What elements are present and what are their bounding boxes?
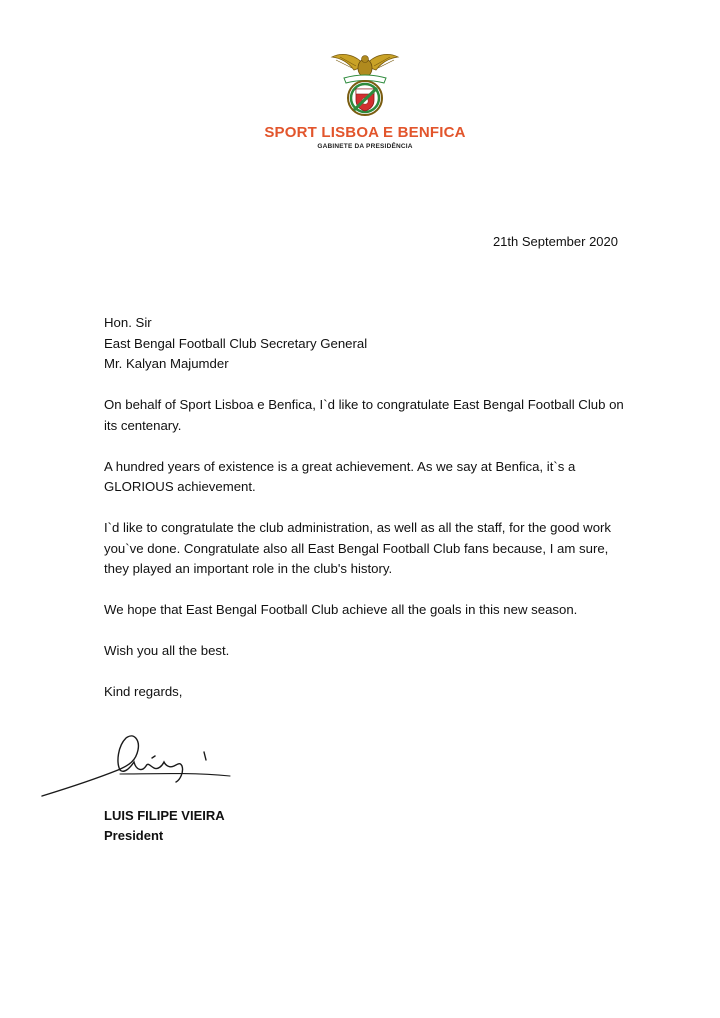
paragraph: We hope that East Bengal Football Club achieve all the goals in this new season. <box>104 602 578 617</box>
recipient-salutation: Hon. Sir <box>104 315 152 330</box>
benfica-crest-icon <box>330 48 400 120</box>
signatory-title: President <box>104 828 164 843</box>
paragraph: Wish you all the best. <box>104 643 230 658</box>
letterhead <box>0 48 720 150</box>
recipient-name: Mr. Kalyan Majumder <box>104 356 229 371</box>
department-name: GABINETE DA PRESIDÊNCIA <box>317 143 413 150</box>
signatory-block <box>104 806 225 846</box>
paragraph: A hundred years of existence is a great achievement. As we say at Benfica, it`s a GLORIOUS achievement. <box>104 458 576 494</box>
recipient-organization: East Bengal Football Club Secretary General <box>104 335 368 351</box>
org-name: SPORT LISBOA E BENFICA <box>264 124 466 141</box>
recipient-block <box>104 313 624 375</box>
handwritten-signature <box>38 722 238 802</box>
letter-body <box>104 313 624 723</box>
paragraph: On behalf of Sport Lisboa e Benfica, I`d like to congratulate East Bengal Football Club on its centenary. <box>104 397 624 433</box>
paragraph: I`d like to congratulate the club administration, as well as all the staff, for the good work you`ve done. Congratulate also all East Bengal Football Club fans because, I am sure, they played an important role in the club's history. <box>104 520 612 576</box>
closing: Kind regards, <box>104 684 183 699</box>
signatory-name: LUIS FILIPE VIEIRA <box>104 808 225 823</box>
letter-date: 21th September 2020 <box>492 234 618 249</box>
